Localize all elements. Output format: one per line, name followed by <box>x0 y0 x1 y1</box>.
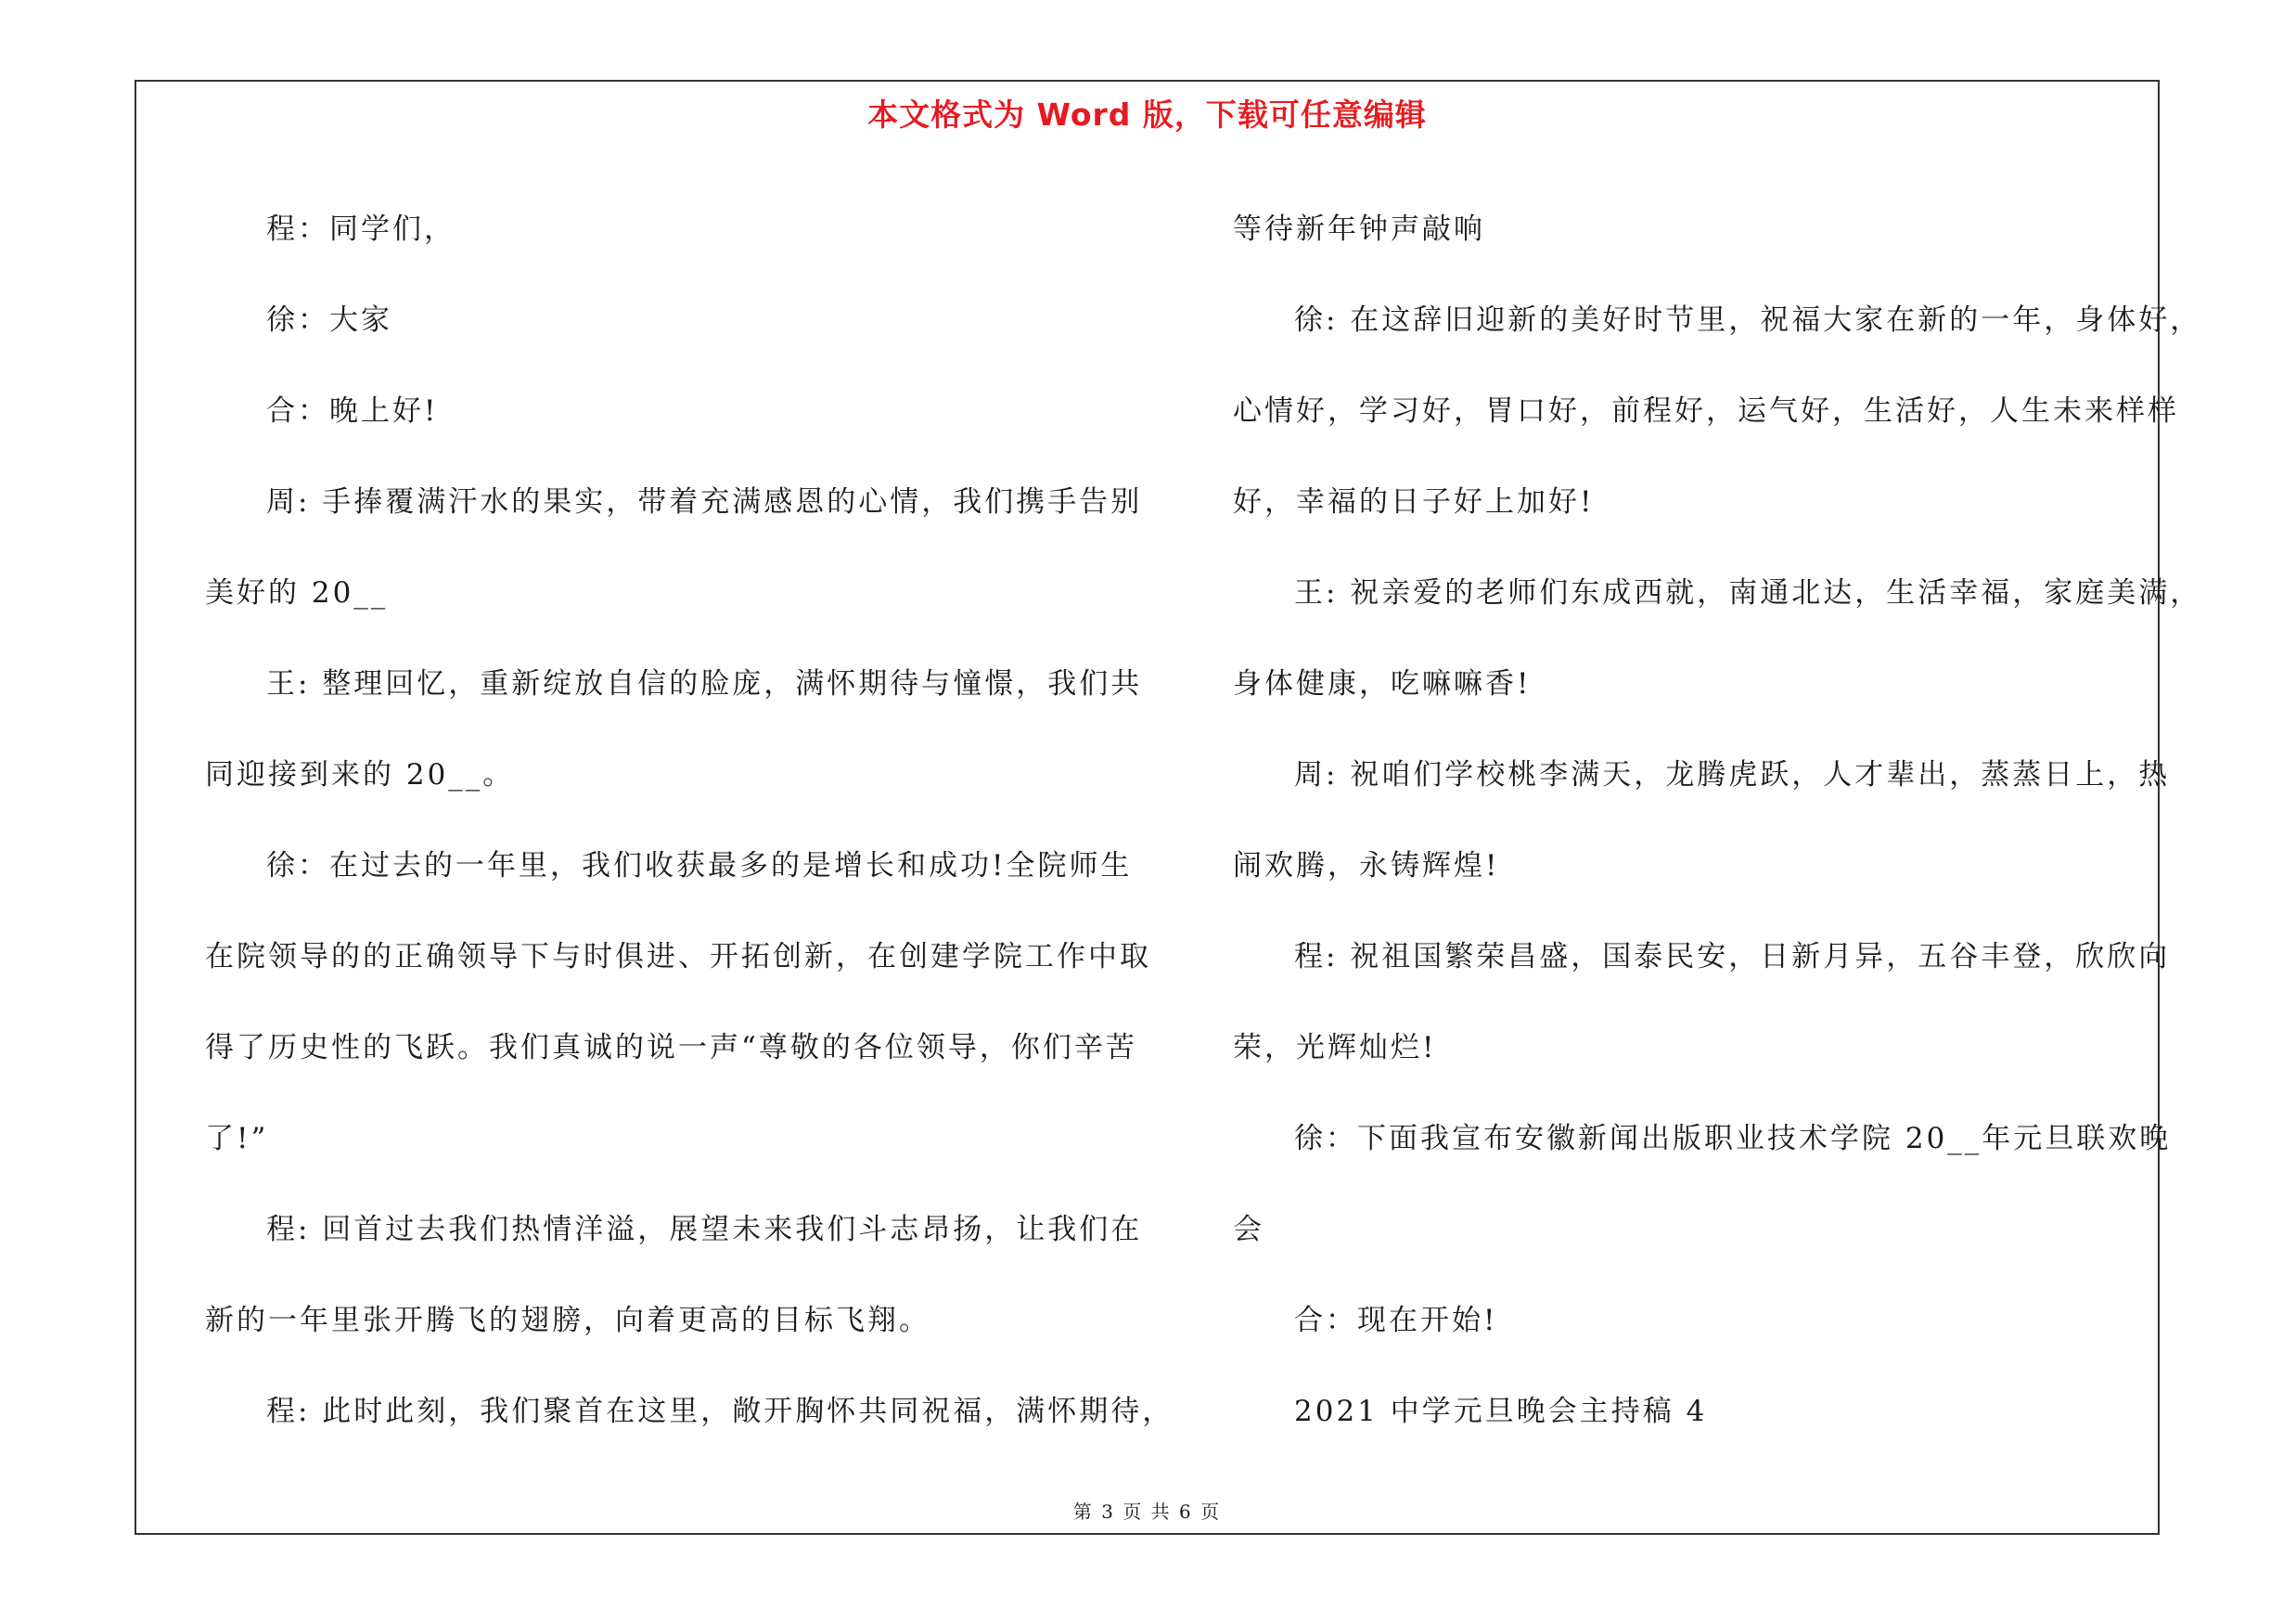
left-column <box>205 184 1174 1457</box>
text-line: 程: 此时此刻，我们聚首在这里，敞开胸怀共同祝福，满怀期待， <box>266 1395 1174 1428</box>
text-line: 会 <box>1233 1213 1264 1246</box>
text-line: 好，幸福的日子好上加好! <box>1233 485 1595 519</box>
text-line: 闹欢腾，永铸辉煌! <box>1233 849 1500 882</box>
text-line: 王: 祝亲爱的老师们东成西就，南通北达，生活幸福，家庭美满， <box>1294 576 2202 610</box>
text-line: 徐：大家 <box>266 303 392 337</box>
text-line: 在院领导的的正确领导下与时俱进、开拓创新，在创建学院工作中取 <box>205 940 1151 973</box>
text-line: 同迎接到来的 20__。 <box>205 758 515 792</box>
header-banner: 本文格式为 Word 版，下载可任意编辑 <box>867 97 1427 133</box>
text-line: 程: 祝祖国繁荣昌盛，国泰民安，日新月异，五谷丰登，欣欣向 <box>1294 940 2171 973</box>
text-line: 合：现在开始! <box>1294 1304 1498 1337</box>
text-line: 周: 手捧覆满汗水的果实，带着充满感恩的心情，我们携手告别 <box>266 485 1143 519</box>
text-line: 美好的 20__ <box>205 576 389 610</box>
text-line: 程: 回首过去我们热情洋溢，展望未来我们斗志昂扬，让我们在 <box>266 1213 1143 1246</box>
text-line: 徐：在过去的一年里，我们收获最多的是增长和成功!全院师生 <box>266 849 1133 882</box>
right-column <box>1233 184 2202 1457</box>
text-line: 心情好，学习好，胃口好，前程好，运气好，生活好，人生未来样样 <box>1233 394 2179 428</box>
text-line: 周: 祝咱们学校桃李满天，龙腾虎跃，人才辈出，蒸蒸日上，热 <box>1294 758 2171 792</box>
text-line: 徐: 在这辞旧迎新的美好时节里，祝福大家在新的一年，身体好， <box>1294 303 2202 337</box>
page-number-footer: 第 3 页 共 6 页 <box>1072 1501 1222 1523</box>
text-line: 程：同学们， <box>266 213 455 246</box>
text-line: 了!” <box>205 1122 269 1155</box>
text-line: 徐：下面我宣布安徽新闻出版职业技术学院 20__年元旦联欢晚 <box>1294 1122 2172 1155</box>
text-line: 合：晚上好! <box>266 394 439 428</box>
text-line: 新的一年里张开腾飞的翅膀，向着更高的目标飞翔。 <box>205 1304 930 1337</box>
text-line: 王: 整理回忆，重新绽放自信的脸庞，满怀期待与憧憬，我们共 <box>266 667 1143 701</box>
page-frame <box>135 80 2202 1535</box>
text-line: 荣，光辉灿烂! <box>1233 1031 1437 1064</box>
text-line: 得了历史性的飞跃。我们真诚的说一声“尊敬的各位领导，你们辛苦 <box>205 1031 1137 1064</box>
text-line: 2021 中学元旦晚会主持稿 4 <box>1294 1395 1708 1428</box>
text-line: 身体健康，吃嘛嘛香! <box>1233 667 1532 701</box>
text-line: 等待新年钟声敲响 <box>1233 213 1485 246</box>
